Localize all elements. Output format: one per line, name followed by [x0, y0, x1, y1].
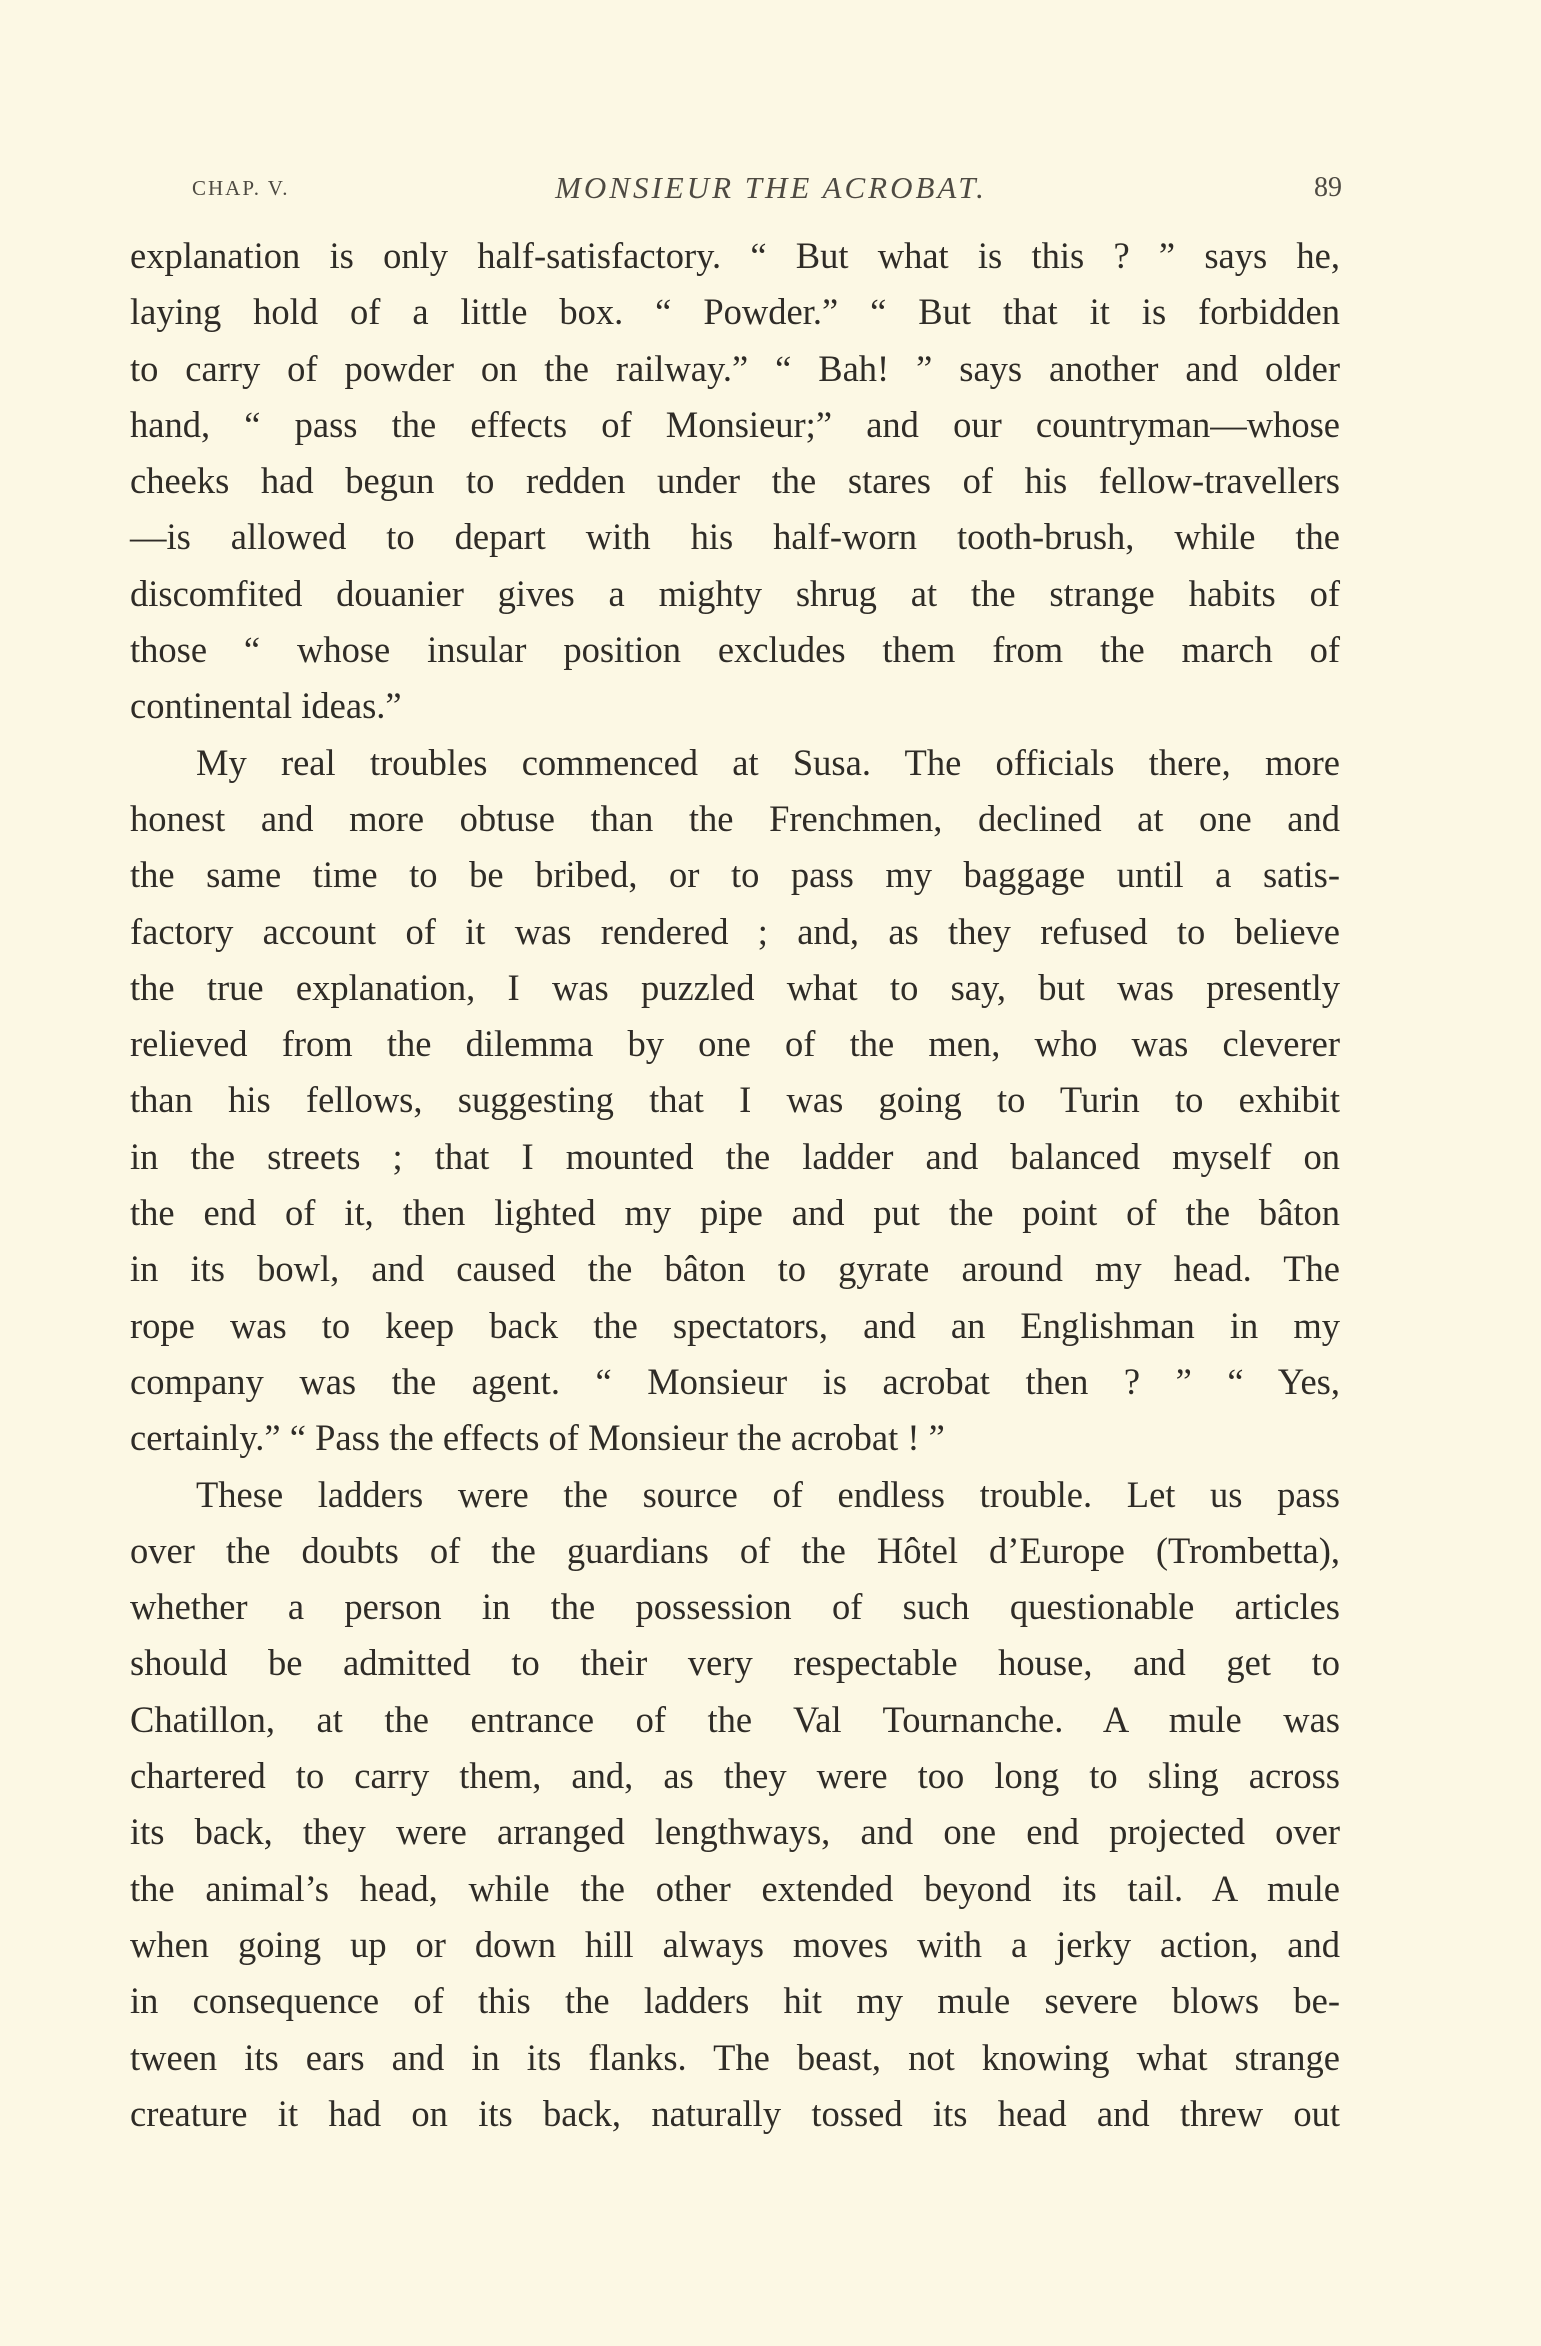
page-number: 89	[1314, 172, 1342, 203]
text-line: explanation is only half-satisfactory. “ But what is this ? ” says he,	[130, 235, 1340, 276]
text-line: the end of it, then lighted my pipe and put the point of the bâton	[130, 1192, 1340, 1234]
chapter-label: CHAP. V.	[192, 176, 290, 200]
text-line: My real troubles commenced at Susa. The officials there, more	[196, 741, 1340, 783]
text-line: certainly.” “ Pass the effects of Monsieur the acrobat ! ”	[130, 1417, 945, 1459]
text-line: its back, they were arranged lengthways, and one end projected over	[130, 1811, 1340, 1853]
text-line: in consequence of this the ladders hit my mule severe blows be-	[130, 1980, 1340, 2022]
text-line: chartered to carry them, and, as they were too long to sling across	[130, 1755, 1340, 1797]
text-line: whether a person in the possession of such questionable articles	[130, 1586, 1340, 1628]
running-head	[192, 170, 1350, 210]
text-line: These ladders were the source of endless trouble. Let us pass	[196, 1473, 1340, 1515]
running-title: MONSIEUR THE ACROBAT.	[555, 170, 987, 205]
text-line: those “ whose insular position excludes them from the march of	[130, 629, 1340, 671]
text-line: the same time to be bribed, or to pass my baggage until a satis-	[130, 854, 1340, 896]
text-line: continental ideas.”	[130, 685, 402, 727]
text-line: should be admitted to their very respectable house, and get to	[130, 1642, 1340, 1684]
text-line: to carry of powder on the railway.” “ Bah! ” says another and older	[130, 347, 1340, 389]
text-line: factory account of it was rendered ; and, as they refused to believe	[130, 910, 1340, 952]
text-line: discomfited douanier gives a mighty shrug at the strange habits of	[130, 572, 1340, 614]
text-line: laying hold of a little box. “ Powder.” “ But that it is forbidden	[130, 291, 1340, 333]
text-line: honest and more obtuse than the Frenchmen, declined at one and	[130, 797, 1340, 839]
text-line: tween its ears and in its flanks. The beast, not knowing what strange	[130, 2036, 1340, 2078]
text-line: in the streets ; that I mounted the ladder and balanced myself on	[130, 1135, 1340, 1177]
text-line: the animal’s head, while the other extended beyond its tail. A mule	[130, 1867, 1340, 1909]
text-line: over the doubts of the guardians of the Hôtel d’Europe (Trombetta),	[130, 1529, 1340, 1571]
text-line: the true explanation, I was puzzled what to say, but was presently	[130, 966, 1340, 1008]
text-line: than his fellows, suggesting that I was going to Turin to exhibit	[130, 1079, 1340, 1121]
text-line: Chatillon, at the entrance of the Val Tournanche. A mule was	[130, 1698, 1340, 1740]
text-line: hand, “ pass the effects of Monsieur;” and our countryman—whose	[130, 403, 1340, 445]
body-text	[130, 228, 1340, 2142]
text-line: creature it had on its back, naturally tossed its head and threw out	[130, 2092, 1340, 2134]
text-line: relieved from the dilemma by one of the men, who was cleverer	[130, 1023, 1340, 1065]
text-line: when going up or down hill always moves with a jerky action, and	[130, 1923, 1340, 1965]
text-line: in its bowl, and caused the bâton to gyrate around my head. The	[130, 1248, 1340, 1290]
text-line: company was the agent. “ Monsieur is acrobat then ? ” “ Yes,	[130, 1360, 1340, 1402]
text-line: —is allowed to depart with his half-worn tooth-brush, while the	[130, 516, 1340, 558]
text-line: rope was to keep back the spectators, and an Englishman in my	[130, 1304, 1340, 1346]
text-line: cheeks had begun to redden under the stares of his fellow-travellers	[130, 460, 1340, 502]
